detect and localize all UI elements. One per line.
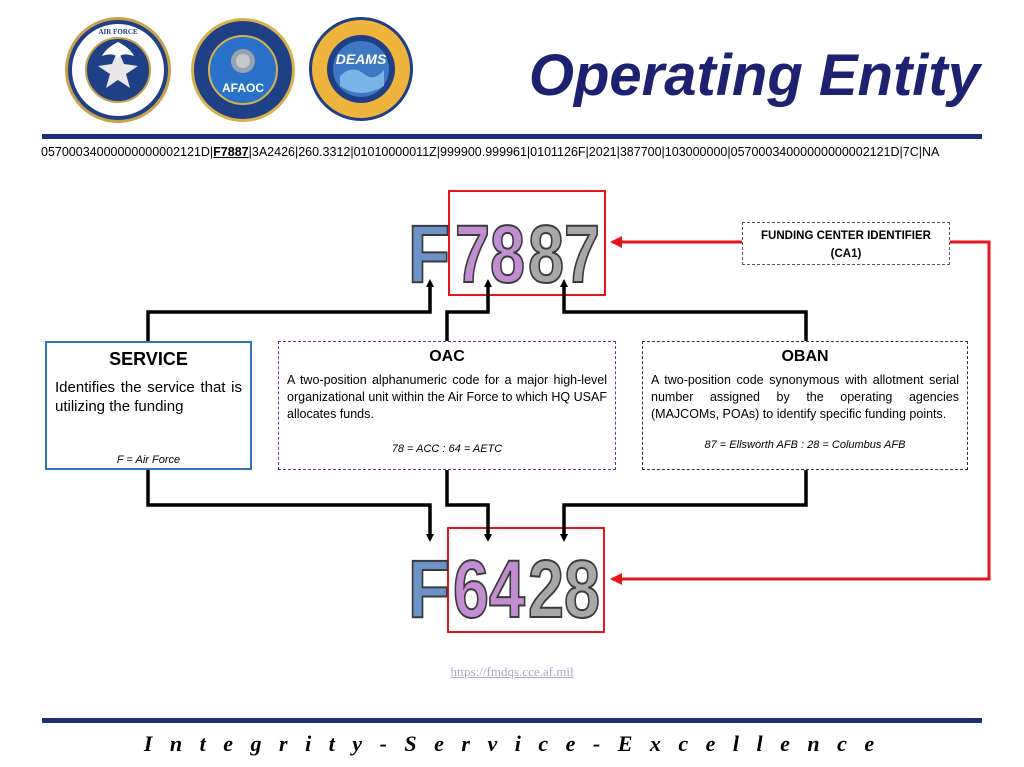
top-code-oac-digits: 78 <box>455 209 525 300</box>
oban-to-top-arrow <box>564 283 806 341</box>
oac-title: OAC <box>429 348 465 365</box>
funding-center-code: (CA1) <box>830 248 862 260</box>
oban-description: A two-position code synonymous with allotment serial number assigned by the operating agencies (MAJCOMs, POAs) to identify specific funding points. <box>651 373 959 421</box>
deams-seal-text: DEAMS <box>335 51 387 67</box>
top-code-service-letter: F <box>408 209 450 300</box>
afaoc-seal-text: AFAOC <box>222 81 264 95</box>
data-line-after: |3A2426|260.3312|01010000011Z|999900.999961|0101126F|2021|387700|103000000|05700034000000000002121D|7C|NA <box>248 145 940 159</box>
data-line-highlight: F7887 <box>213 145 249 159</box>
page-title: Operating Entity <box>528 43 980 108</box>
footer-divider <box>42 718 982 723</box>
oban-example: 87 = Ellsworth AFB : 28 = Columbus AFB <box>704 439 906 451</box>
service-description: Identifies the service that is utilizing the funding <box>55 379 242 415</box>
bottom-code-oban-digits: 28 <box>528 544 600 635</box>
fmdqs-link[interactable]: https://fmdqs.cce.af.mil <box>450 664 574 679</box>
bottom-code-service-letter: F <box>408 544 450 635</box>
funding-center-identifier-box <box>742 222 950 265</box>
oac-description: A two-position alphanumeric code for a major high-level organizational unit within the Air Force to which HQ USAF allocates funds. <box>287 373 607 421</box>
service-to-bottom-arrow <box>148 470 430 538</box>
bottom-code-oac-digits: 64 <box>453 544 526 635</box>
oac-box <box>278 341 616 470</box>
data-line-before: 05700034000000000002121D| <box>41 145 214 159</box>
oban-box <box>642 341 968 470</box>
top-code-oban-digits: 87 <box>528 209 600 300</box>
oban-title: OBAN <box>781 348 829 365</box>
motto-text: I n t e g r i t y - S e r v i c e - E x c e l l e n c e <box>143 731 881 756</box>
service-box <box>45 341 252 470</box>
service-example: F = Air Force <box>116 454 181 466</box>
funding-center-title: FUNDING CENTER IDENTIFIER <box>761 230 931 242</box>
service-to-top-arrow <box>148 283 430 341</box>
oac-example: 78 = ACC : 64 = AETC <box>391 443 503 455</box>
svg-text:AIR FORCE: AIR FORCE <box>98 28 138 36</box>
service-title: SERVICE <box>109 349 188 369</box>
